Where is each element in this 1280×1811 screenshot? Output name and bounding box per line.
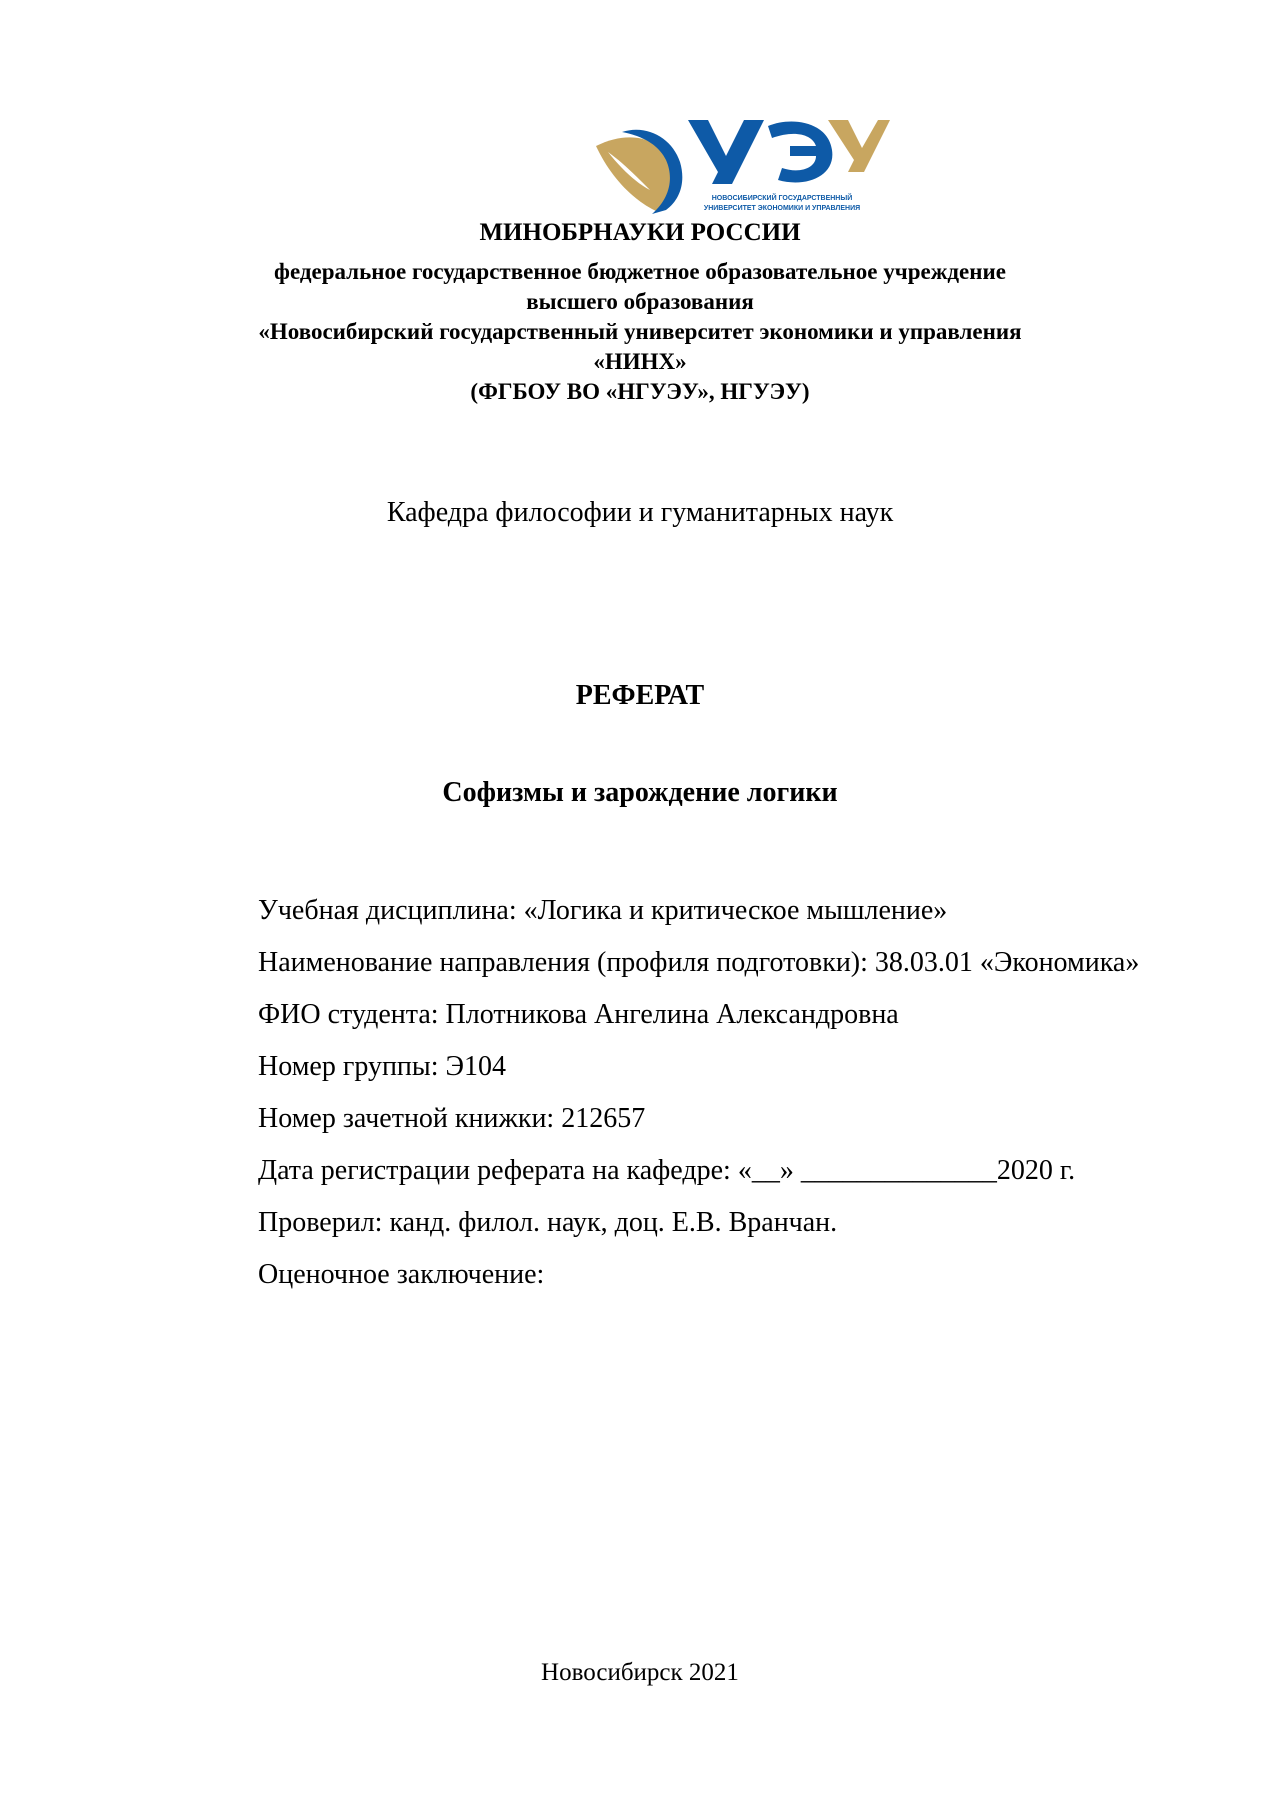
ministry-title: МИНОБРНАУКИ РОССИИ	[479, 219, 801, 246]
logo-caption-line2: УНИВЕРСИТЕТ ЭКОНОМИКИ И УПРАВЛЕНИЯ	[703, 205, 861, 212]
info-block	[258, 894, 1258, 1310]
info-registration-date: Дата регистрации реферата на кафедре: «__» ______________2020 г.	[258, 1155, 1076, 1186]
info-program: Наименование направления (профиля подготовки): 38.03.01 «Экономика»	[258, 947, 1140, 978]
info-reviewer: Проверил: канд. филол. наук, доц. Е.В. Вранчан.	[258, 1207, 838, 1238]
institution-type-line: федеральное государственное бюджетное образовательное учреждение	[274, 259, 1006, 284]
university-logo	[592, 118, 890, 218]
info-assessment: Оценочное заключение:	[258, 1259, 545, 1290]
city-year: Новосибирск 2021	[541, 1659, 739, 1686]
info-student-name: ФИО студента: Плотникова Ангелина Александровна	[258, 999, 899, 1030]
document-type: РЕФЕРАТ	[575, 680, 705, 711]
info-group: Номер группы: Э104	[258, 1051, 506, 1082]
university-short-name: (ФГБОУ ВО «НГУЭУ», НГУЭУ)	[470, 379, 810, 404]
document-title: Софизмы и зарождение логики	[442, 777, 838, 808]
logo-caption-line1: НОВОСИБИРСКИЙ ГОСУДАРСТВЕННЫЙ	[711, 195, 853, 202]
department-name: Кафедра философии и гуманитарных наук	[386, 497, 894, 528]
info-record-book: Номер зачетной книжки: 212657	[258, 1103, 646, 1134]
education-level-line: высшего образования	[526, 289, 754, 314]
info-discipline: Учебная дисциплина: «Логика и критическое мышление»	[258, 895, 948, 926]
university-name-line: «Новосибирский государственный университет экономики и управления	[258, 319, 1022, 344]
university-abbr-line: «НИНХ»	[593, 349, 687, 374]
